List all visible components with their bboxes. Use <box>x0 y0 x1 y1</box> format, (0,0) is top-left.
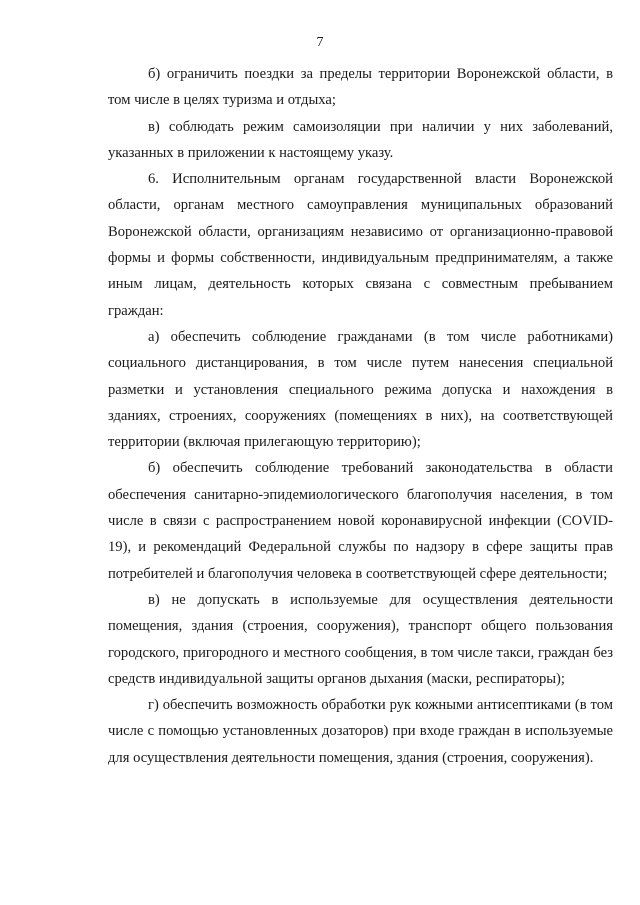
paragraph-v-self-isolation: в) соблюдать режим самоизоляции при наличии у них заболеваний, указанных в приложении к настоящему указу. <box>108 118 613 161</box>
document-body <box>108 61 613 771</box>
paragraph-v-masks: в) не допускать в используемые для осуществления деятельности помещения, здания (строения, сооружения), транспорт общего пользования городского, пригородного и местного сообщения, в том числе такси, граждан без средств индивидуальной защиты органов дыхания (маски, респираторы); <box>108 591 613 687</box>
paragraph-b-sanitary: б) обеспечить соблюдение требований законодательства в области обеспечения санитарно-эпидемиологического благополучия населения, в том числе в связи с распространением новой коронавирусной инфекции (COVID-19), и рекомендаций Федеральной службы по надзору в сфере защиты прав потребителей и благополучия человека в соответствующей сфере деятельности; <box>108 460 613 582</box>
page-number: 7 <box>316 35 324 50</box>
paragraph-a-distancing: а) обеспечить соблюдение гражданами (в том числе работниками) социального дистанцирования, в том числе путем нанесения специальной разметки и установления специального режима допуска и нахождения в зданиях, строениях, сооружениях (помещениях в них), на соответствующей территории (включая прилегающую территорию); <box>108 328 613 451</box>
paragraph-g-antiseptics: г) обеспечить возможность обработки рук кожными антисептиками (в том числе с помощью установленных дозаторов) при входе граждан в используемые для осуществления деятельности помещения, здания (строения, сооружения). <box>108 697 613 766</box>
paragraph-6-obligations: 6. Исполнительным органам государственной власти Воронежской области, органам местного самоуправления муниципальных образований Воронежской области, организациям независимо от организационно-правовой формы и формы собственности, индивидуальным предпринимателям, а также иным лицам, деятельность которых связана с совместным пребыванием граждан: <box>108 171 613 319</box>
paragraph-b-trips: б) ограничить поездки за пределы территории Воронежской области, в том числе в целях туризма и отдыха; <box>108 66 613 109</box>
